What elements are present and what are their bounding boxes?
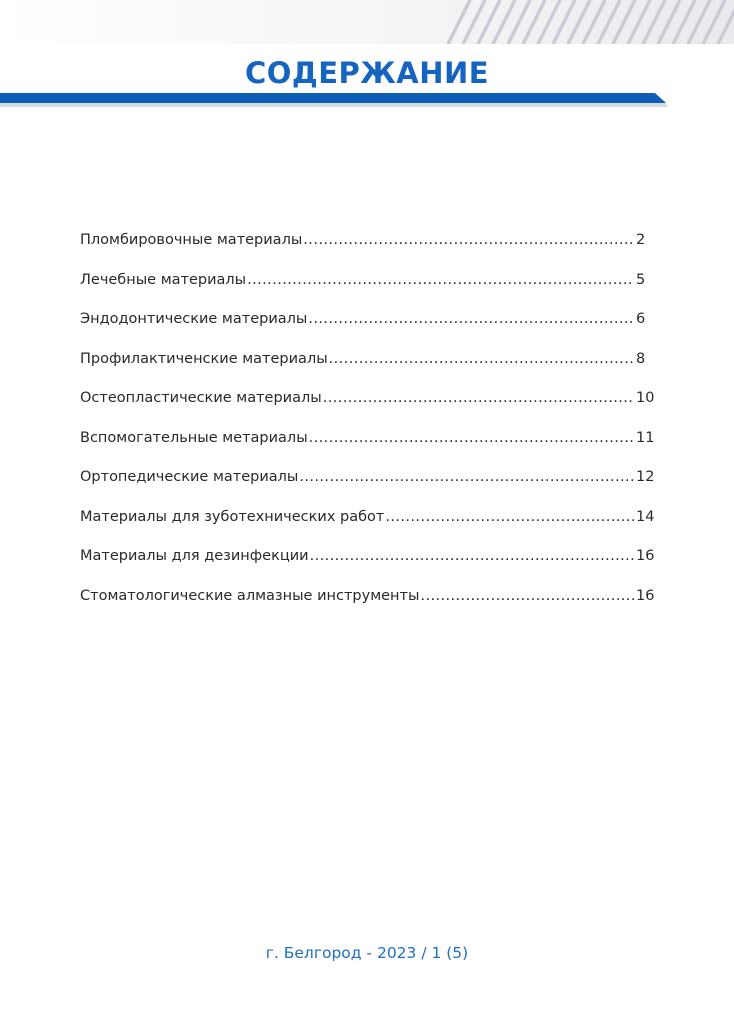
toc-dot-leader — [309, 426, 634, 450]
toc-dot-leader — [323, 386, 634, 410]
toc-page-number: 10 — [636, 390, 655, 406]
toc-entry-label: Стоматологические алмазные инструменты — [80, 587, 420, 604]
toc-dot-leader — [385, 505, 634, 529]
toc-page-number: 14 — [636, 508, 655, 525]
toc-entry[interactable] — [80, 228, 656, 268]
toc-page-number: 5 — [636, 271, 646, 288]
toc-dot-leader — [420, 584, 634, 608]
toc-dot-leader — [310, 544, 634, 568]
toc-entry-label: Ортопедические материалы — [80, 469, 299, 485]
toc-page-number: 8 — [636, 350, 646, 367]
toc-entry[interactable] — [80, 347, 656, 387]
toc-dot-leader — [308, 307, 634, 331]
toc-entry[interactable] — [80, 386, 656, 426]
page-title: СОДЕРЖАНИЕ — [244, 56, 490, 90]
footer-imprint: г. Белгород - 2023 / 1 (5) — [265, 944, 469, 962]
toc-dot-leader — [247, 268, 634, 292]
toc-entry-label: Материалы для зуботехнических работ — [80, 508, 385, 525]
toc-page-number: 12 — [636, 469, 655, 485]
toc-page-number: 2 — [636, 232, 646, 248]
toc-page-number: 16 — [636, 587, 655, 604]
toc-entry[interactable] — [80, 505, 656, 545]
toc-page-number: 6 — [636, 311, 646, 327]
toc-entry[interactable] — [80, 465, 656, 505]
toc-dot-leader — [329, 347, 634, 371]
decorative-stripes — [0, 0, 734, 44]
table-of-contents — [80, 228, 656, 623]
title-underline-bar — [0, 90, 734, 110]
toc-entry-label: Эндодонтические материалы — [80, 311, 308, 327]
toc-page-number: 16 — [636, 548, 655, 564]
toc-entry-label: Лечебные материалы — [80, 271, 247, 288]
toc-page-number: 11 — [636, 429, 655, 446]
toc-entry-label: Пломбировочные материалы — [80, 232, 303, 248]
toc-entry[interactable] — [80, 544, 656, 584]
toc-entry[interactable] — [80, 268, 656, 308]
toc-entry-label: Материалы для дезинфекции — [80, 548, 309, 564]
toc-entry-label: Вспомогательные метариалы — [80, 429, 308, 446]
toc-dot-leader — [303, 228, 634, 252]
toc-entry-label: Остеопластические материалы — [80, 390, 322, 406]
toc-dot-leader — [299, 465, 634, 489]
toc-entry[interactable] — [80, 426, 656, 466]
toc-entry[interactable] — [80, 584, 656, 624]
toc-entry-label: Профилактиченские материалы — [80, 350, 328, 367]
toc-entry[interactable] — [80, 307, 656, 347]
